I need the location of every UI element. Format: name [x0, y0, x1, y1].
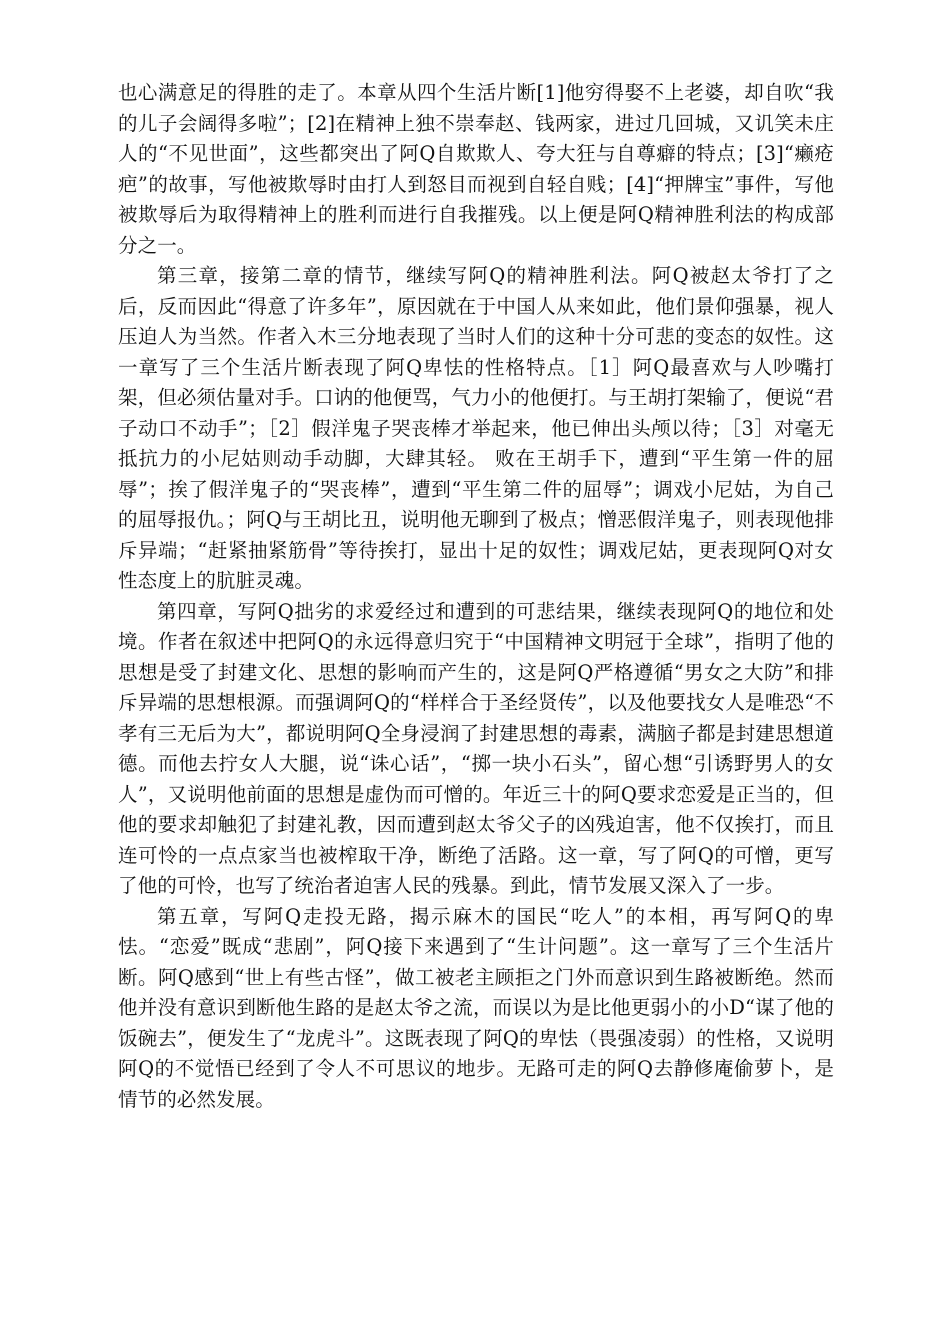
document-page — [118, 78, 834, 1115]
paragraph-continuation: 也心满意足的得胜的走了。本章从四个生活片断[1]他穷得娶不上老婆，却自吹“我的儿子会阔得多啦”；[2]在精神上独不崇奉赵、钱两家，进过几回城，又讥笑未庄人的“不见世面”，这些都突出了阿Q自欺欺人、夸大狂与自尊癖的特点；[3]“癞疮疤”的故事，写他被欺辱时由打人到怒目而视到自轻自贱；[4]“押牌宝”事件，写他被欺辱后为取得精神上的胜利而进行自我摧残。以上便是阿Q精神胜利法的构成部分之一。 — [118, 81, 834, 257]
paragraph-chapter-4: 第四章，写阿Q拙劣的求爱经过和遭到的可悲结果，继续表现阿Q的地位和处境。作者在叙述中把阿Q的永远得意归究于“中国精神文明冠于全球”，指明了他的思想是受了封建文化、思想的影响而产生的，这是阿Q严格遵循“男女之大防”和排斥异端的思想根源。而强调阿Q的“样样合于圣经贤传”，以及他要找女人是唯恐“不孝有三无后为大”，都说明阿Q全身浸润了封建思想的毒素，满脑子都是封建思想道德。而他去拧女人大腿，说“诛心话”，“掷一块小石头”，留心想“引诱野男人的女人”，又说明他前面的思想是虚伪而可憎的。年近三十的阿Q要求恋爱是正当的，但他的要求却触犯了封建礼教，因而遭到赵太爷父子的凶残迫害，他不仅挨打，而且连可怜的一点点家当也被榨取干净，断绝了活路。这一章，写了阿Q的可憎，更写了他的可怜，也写了统治者迫害人民的残暴。到此，情节发展又深入了一步。 — [118, 599, 834, 897]
paragraph-chapter-3: 第三章，接第二章的情节，继续写阿Q的精神胜利法。阿Q被赵太爷打了之后，反而因此“得意了许多年”，原因就在于中国人从来如此，他们景仰强暴，视人压迫人为当然。作者入木三分地表现了当时人们的这种十分可悲的变态的奴性。这一章写了三个生活片断表现了阿Q卑怯的性格特点。［1］阿Q最喜欢与人吵嘴打架，但必须估量对手。口讷的他便骂，气力小的他便打。与王胡打架输了，便说“君子动口不动手”；［2］假洋鬼子哭丧棒才举起来，他已伸出头颅以待；［3］对毫无抵抗力的小尼姑则动手动脚，大肆其轻。 败在王胡手下，遭到“平生第一件的屈辱”；挨了假洋鬼子的“哭丧棒”，遭到“平生第二件的屈辱”；调戏小尼姑，为自己的屈辱报仇。；阿Q与王胡比丑，说明他无聊到了极点；憎恶假洋鬼子，则表现他排斥异端；“赶紧抽紧筋骨”等待挨打，显出十足的奴性；调戏尼姑，更表现阿Q对女性态度上的肮脏灵魂。 — [118, 264, 834, 592]
paragraph-chapter-5: 第五章，写阿Q走投无路，揭示麻木的国民“吃人”的本相，再写阿Q的卑怯。“恋爱”既成“悲剧”，阿Q接下来遇到了“生计问题”。这一章写了三个生活片断。阿Q感到“世上有些古怪”，做工被老主顾拒之门外而意识到生路被断绝。然而他并没有意识到断他生路的是赵太爷之流，而误以为是比他更弱小的小D“谋了他的饭碗去”，便发生了“龙虎斗”。这既表现了阿Q的卑怯（畏强凌弱）的性格，又说明阿Q的不觉悟已经到了令人不可思议的地步。无路可走的阿Q去静修庵偷萝卜，是情节的必然发展。 — [118, 904, 834, 1111]
